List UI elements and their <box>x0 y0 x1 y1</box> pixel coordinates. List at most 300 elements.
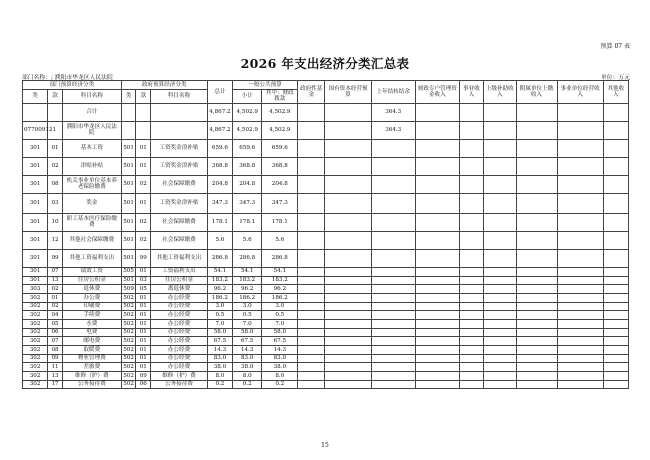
fiscal-cell: 4,502.9 <box>262 103 298 121</box>
gov-lei-cell <box>121 103 136 121</box>
affiliated-cell <box>516 380 557 389</box>
state-capital-cell <box>325 193 371 213</box>
dept-kuan-cell: 03 <box>48 193 63 213</box>
dept-lei-cell: 302 <box>23 293 48 302</box>
dept-kuan-cell: 05 <box>48 319 63 328</box>
dept-name-cell: 邮电费 <box>62 337 121 346</box>
gov-kuan-header: 款 <box>136 90 151 104</box>
dept-lei-cell: 301 <box>23 276 48 285</box>
gov-fund-cell <box>298 103 325 121</box>
subtotal-header: 小计 <box>233 90 262 104</box>
affiliated-cell <box>516 213 557 231</box>
gov-kuan-cell: 01 <box>136 337 151 346</box>
dept-kuan-cell <box>48 103 63 121</box>
business-income-cell <box>459 328 483 337</box>
business-income-cell <box>459 267 483 276</box>
dept-lei-cell: 301 <box>23 139 48 157</box>
operating-cell <box>557 311 603 320</box>
gov-kuan-cell: 03 <box>136 276 151 285</box>
fiscal-cell: 368.8 <box>262 157 298 175</box>
affiliated-cell <box>516 121 557 139</box>
dept-lei-cell: 301 <box>23 193 48 213</box>
table-row <box>23 276 629 285</box>
gov-lei-cell: 501 <box>121 213 136 231</box>
operating-cell <box>557 175 603 193</box>
special-income-cell <box>415 346 459 355</box>
state-capital-cell <box>325 267 371 276</box>
total-cell: 4,867.2 <box>207 103 232 121</box>
state-capital-cell <box>325 380 371 389</box>
dept-lei-cell: 302 <box>23 328 48 337</box>
upper-subsidy-cell <box>484 267 517 276</box>
gov-classification-header: 政府预算经济分类 <box>121 81 207 90</box>
state-capital-cell <box>325 121 371 139</box>
upper-subsidy-cell <box>484 175 517 193</box>
total-cell: 7.0 <box>207 319 232 328</box>
affiliated-cell <box>516 372 557 381</box>
gov-name-cell: 工资福利支出 <box>151 267 208 276</box>
fiscal-cell: 0.5 <box>262 311 298 320</box>
total-cell: 186.2 <box>207 293 232 302</box>
fiscal-cell: 204.8 <box>262 175 298 193</box>
affiliated-cell <box>516 311 557 320</box>
table-row <box>23 249 629 267</box>
state-capital-cell <box>325 213 371 231</box>
special-income-cell <box>415 276 459 285</box>
state-capital-cell <box>325 302 371 311</box>
gov-lei-cell: 501 <box>121 231 136 249</box>
gov-kuan-cell: 01 <box>136 302 151 311</box>
business-income-cell <box>459 276 483 285</box>
carryover-cell <box>371 346 415 355</box>
affiliated-header: 附属单位上缴收入 <box>516 81 557 104</box>
dept-kuan-cell: 99 <box>48 249 63 267</box>
gov-lei-cell: 502 <box>121 380 136 389</box>
subtotal-cell: 54.1 <box>233 267 262 276</box>
state-capital-header: 国有资本经营预算 <box>325 81 371 104</box>
other-income-cell <box>603 231 628 249</box>
dept-name-cell: 合计 <box>62 103 121 121</box>
subtotal-cell: 183.2 <box>233 276 262 285</box>
affiliated-cell <box>516 285 557 294</box>
gov-lei-cell: 502 <box>121 363 136 372</box>
other-income-cell <box>603 103 628 121</box>
operating-cell <box>557 231 603 249</box>
unit-label: 单位：万元 <box>601 75 630 81</box>
gov-name-cell: 工资奖金津补贴 <box>151 139 208 157</box>
subtotal-cell: 659.6 <box>233 139 262 157</box>
operating-cell <box>557 139 603 157</box>
table-row <box>23 328 629 337</box>
dept-name-cell: 奖金 <box>62 193 121 213</box>
operating-cell <box>557 213 603 231</box>
gov-name-cell: 办公经费 <box>151 328 208 337</box>
subtotal-cell: 0.5 <box>233 311 262 320</box>
upper-subsidy-cell <box>484 285 517 294</box>
subtotal-cell: 347.3 <box>233 193 262 213</box>
gov-lei-cell: 502 <box>121 311 136 320</box>
operating-cell <box>557 293 603 302</box>
gov-name-cell: 公务接待费 <box>151 380 208 389</box>
table-row <box>23 354 629 363</box>
dept-lei-cell: 302 <box>23 337 48 346</box>
fiscal-cell: 286.8 <box>262 249 298 267</box>
gov-lei-cell: 501 <box>121 276 136 285</box>
special-income-cell <box>415 363 459 372</box>
fiscal-cell: 5.6 <box>262 231 298 249</box>
carryover-cell <box>371 380 415 389</box>
gov-name-cell: 办公经费 <box>151 354 208 363</box>
upper-subsidy-cell <box>484 319 517 328</box>
dept-lei-cell <box>23 103 48 121</box>
dept-lei-cell: 302 <box>23 380 48 389</box>
gov-fund-cell <box>298 372 325 381</box>
fiscal-cell: 67.5 <box>262 337 298 346</box>
other-income-cell <box>603 267 628 276</box>
state-capital-cell <box>325 337 371 346</box>
operating-cell <box>557 249 603 267</box>
total-cell: 38.0 <box>207 363 232 372</box>
business-income-cell <box>459 213 483 231</box>
gov-fund-cell <box>298 285 325 294</box>
dept-name-cell: 取暖费 <box>62 346 121 355</box>
upper-subsidy-cell <box>484 103 517 121</box>
carryover-cell <box>371 328 415 337</box>
gov-lei-cell: 501 <box>121 249 136 267</box>
total-cell: 14.3 <box>207 346 232 355</box>
gov-name-cell: 办公经费 <box>151 302 208 311</box>
business-income-cell <box>459 249 483 267</box>
fiscal-cell: 7.0 <box>262 319 298 328</box>
special-income-cell <box>415 311 459 320</box>
special-income-cell <box>415 213 459 231</box>
subtotal-cell: 178.1 <box>233 213 262 231</box>
business-income-cell <box>459 363 483 372</box>
operating-cell <box>557 363 603 372</box>
special-income-cell <box>415 328 459 337</box>
total-cell: 659.6 <box>207 139 232 157</box>
fiscal-cell: 178.1 <box>262 213 298 231</box>
subtotal-cell: 96.2 <box>233 285 262 294</box>
upper-subsidy-header: 上级补助收入 <box>484 81 517 104</box>
state-capital-cell <box>325 346 371 355</box>
gov-name-cell: 社会保障缴费 <box>151 231 208 249</box>
upper-subsidy-cell <box>484 139 517 157</box>
carryover-cell: 364.3 <box>371 121 415 139</box>
subtotal-cell: 286.8 <box>233 249 262 267</box>
upper-subsidy-cell <box>484 231 517 249</box>
other-income-cell <box>603 372 628 381</box>
other-income-header: 其他收入 <box>603 81 628 104</box>
dept-kuan-cell: 01 <box>48 139 63 157</box>
table-row <box>23 293 629 302</box>
gov-name-cell: 办公经费 <box>151 337 208 346</box>
state-capital-cell <box>325 276 371 285</box>
dept-name-cell: 机关事业单位基本养老保险缴费 <box>62 175 121 193</box>
upper-subsidy-cell <box>484 372 517 381</box>
special-income-cell <box>415 193 459 213</box>
other-income-cell <box>603 380 628 389</box>
gov-lei-cell: 501 <box>121 193 136 213</box>
dept-name-cell: 职工基本医疗保险缴费 <box>62 213 121 231</box>
gov-lei-cell: 501 <box>121 139 136 157</box>
dept-lei-cell: 301 <box>23 231 48 249</box>
fiscal-cell: 8.0 <box>262 372 298 381</box>
operating-cell <box>557 267 603 276</box>
other-income-cell <box>603 311 628 320</box>
operating-cell <box>557 337 603 346</box>
gov-lei-cell: 509 <box>121 285 136 294</box>
total-header: 总计 <box>207 81 232 104</box>
carryover-cell: 364.3 <box>371 103 415 121</box>
table-row <box>23 380 629 389</box>
other-income-cell <box>603 213 628 231</box>
upper-subsidy-cell <box>484 337 517 346</box>
gov-fund-header: 政府性基金 <box>298 81 325 104</box>
affiliated-cell <box>516 328 557 337</box>
gov-kuan-cell: 01 <box>136 139 151 157</box>
gov-lei-cell: 502 <box>121 337 136 346</box>
other-income-cell <box>603 293 628 302</box>
gov-name-cell: 工资奖金津补贴 <box>151 157 208 175</box>
gov-fund-cell <box>298 293 325 302</box>
special-income-cell <box>415 157 459 175</box>
gov-name-cell <box>151 103 208 121</box>
other-income-cell <box>603 249 628 267</box>
upper-subsidy-cell <box>484 193 517 213</box>
total-cell: 0.2 <box>207 380 232 389</box>
gov-fund-cell <box>298 302 325 311</box>
gov-name-cell: 办公经费 <box>151 319 208 328</box>
other-income-cell <box>603 276 628 285</box>
total-cell: 96.2 <box>207 285 232 294</box>
dept-lei-cell: 302 <box>23 346 48 355</box>
state-capital-cell <box>325 354 371 363</box>
dept-lei-cell: 302 <box>23 311 48 320</box>
special-income-header: 财政专户管理资金收入 <box>415 81 459 104</box>
gov-lei-header: 类 <box>121 90 136 104</box>
gov-kuan-cell: 99 <box>136 249 151 267</box>
dept-lei-cell: 302 <box>23 319 48 328</box>
gov-fund-cell <box>298 231 325 249</box>
gov-lei-cell: 502 <box>121 319 136 328</box>
total-cell: 8.0 <box>207 372 232 381</box>
carryover-cell <box>371 319 415 328</box>
gov-lei-cell: 502 <box>121 293 136 302</box>
fiscal-cell: 38.0 <box>262 363 298 372</box>
gov-kuan-cell: 01 <box>136 311 151 320</box>
gov-fund-cell <box>298 380 325 389</box>
other-income-cell <box>603 354 628 363</box>
carryover-cell <box>371 213 415 231</box>
dept-name-cell: 维修（护）费 <box>62 372 121 381</box>
gov-kuan-cell <box>136 103 151 121</box>
gov-kuan-cell: 02 <box>136 175 151 193</box>
gov-name-cell: 离退休费 <box>151 285 208 294</box>
dept-kuan-cell: 17 <box>48 380 63 389</box>
dept-kuan-cell: 08 <box>48 346 63 355</box>
table-row <box>23 285 629 294</box>
dept-kuan-cell: 02 <box>48 302 63 311</box>
expenditure-table <box>22 80 629 389</box>
dept-kuan-cell: 09 <box>48 354 63 363</box>
carryover-cell <box>371 363 415 372</box>
gov-fund-cell <box>298 354 325 363</box>
operating-header: 事业单位经营收入 <box>557 81 603 104</box>
gov-fund-cell <box>298 276 325 285</box>
affiliated-cell <box>516 103 557 121</box>
other-income-cell <box>603 346 628 355</box>
gov-name-cell: 社会保障缴费 <box>151 175 208 193</box>
dept-lei-cell: 301 <box>23 249 48 267</box>
carryover-cell <box>371 372 415 381</box>
gov-fund-cell <box>298 346 325 355</box>
operating-cell <box>557 319 603 328</box>
state-capital-cell <box>325 363 371 372</box>
operating-cell <box>557 276 603 285</box>
gov-kuan-cell: 09 <box>136 372 151 381</box>
subtotal-cell: 204.8 <box>233 175 262 193</box>
operating-cell <box>557 193 603 213</box>
business-income-cell <box>459 337 483 346</box>
gov-kuan-cell: 01 <box>136 267 151 276</box>
special-income-cell <box>415 337 459 346</box>
fiscal-cell: 54.1 <box>262 267 298 276</box>
total-cell: 347.3 <box>207 193 232 213</box>
state-capital-cell <box>325 139 371 157</box>
affiliated-cell <box>516 249 557 267</box>
dept-lei-cell: 077009121 <box>23 121 48 139</box>
total-cell: 204.8 <box>207 175 232 193</box>
gov-fund-cell <box>298 121 325 139</box>
gov-fund-cell <box>298 319 325 328</box>
carryover-cell <box>371 293 415 302</box>
dept-kuan-cell: 10 <box>48 213 63 231</box>
upper-subsidy-cell <box>484 157 517 175</box>
form-number: 预算 07 表 <box>600 43 630 50</box>
special-income-cell <box>415 175 459 193</box>
carryover-cell <box>371 354 415 363</box>
affiliated-cell <box>516 231 557 249</box>
dept-name-cell: 其他社会保障缴费 <box>62 231 121 249</box>
table-row <box>23 346 629 355</box>
gov-kuan-cell: 06 <box>136 380 151 389</box>
subtotal-cell: 4,502.9 <box>233 103 262 121</box>
other-income-cell <box>603 139 628 157</box>
gov-fund-cell <box>298 175 325 193</box>
operating-cell <box>557 354 603 363</box>
table-row <box>23 311 629 320</box>
table-row <box>23 363 629 372</box>
state-capital-cell <box>325 319 371 328</box>
state-capital-cell <box>325 311 371 320</box>
gov-kuan-cell: 01 <box>136 354 151 363</box>
state-capital-cell <box>325 103 371 121</box>
table-row <box>23 231 629 249</box>
dept-kuan-cell: 04 <box>48 311 63 320</box>
business-income-cell <box>459 380 483 389</box>
table-body <box>23 103 629 389</box>
affiliated-cell <box>516 363 557 372</box>
gov-name-cell: 维修（护）费 <box>151 372 208 381</box>
dept-lei-cell: 301 <box>23 175 48 193</box>
fiscal-cell: 186.2 <box>262 293 298 302</box>
business-income-cell <box>459 157 483 175</box>
business-income-cell <box>459 193 483 213</box>
special-income-cell <box>415 285 459 294</box>
total-cell: 368.8 <box>207 157 232 175</box>
fiscal-cell: 347.3 <box>262 193 298 213</box>
dept-name-cell: 手续费 <box>62 311 121 320</box>
affiliated-cell <box>516 267 557 276</box>
dept-name-cell: 濮阳市华龙区人民法院 <box>62 121 121 139</box>
page-number: 15 <box>321 442 329 449</box>
operating-cell <box>557 103 603 121</box>
business-income-cell <box>459 302 483 311</box>
gov-lei-cell: 502 <box>121 328 136 337</box>
gov-kuan-cell: 01 <box>136 328 151 337</box>
gov-lei-cell: 501 <box>121 157 136 175</box>
other-income-cell <box>603 157 628 175</box>
gov-lei-cell: 502 <box>121 372 136 381</box>
gov-lei-cell: 502 <box>121 354 136 363</box>
total-cell: 67.5 <box>207 337 232 346</box>
dept-name-cell: 绩效工资 <box>62 267 121 276</box>
business-income-cell <box>459 346 483 355</box>
upper-subsidy-cell <box>484 380 517 389</box>
public-budget-header: 一般公共预算 <box>233 81 298 90</box>
business-income-cell <box>459 103 483 121</box>
dept-kuan-cell: 11 <box>48 363 63 372</box>
total-cell: 5.6 <box>207 231 232 249</box>
affiliated-cell <box>516 354 557 363</box>
special-income-cell <box>415 249 459 267</box>
state-capital-cell <box>325 285 371 294</box>
business-income-cell <box>459 285 483 294</box>
upper-subsidy-cell <box>484 328 517 337</box>
upper-subsidy-cell <box>484 276 517 285</box>
subtotal-cell: 3.0 <box>233 302 262 311</box>
subtotal-cell: 0.2 <box>233 380 262 389</box>
operating-cell <box>557 372 603 381</box>
dept-kuan-cell: 13 <box>48 276 63 285</box>
gov-kuan-cell: 01 <box>136 157 151 175</box>
special-income-cell <box>415 319 459 328</box>
carryover-cell <box>371 302 415 311</box>
gov-fund-cell <box>298 328 325 337</box>
gov-lei-cell: 502 <box>121 346 136 355</box>
business-income-cell <box>459 354 483 363</box>
dept-kuan-cell: 07 <box>48 267 63 276</box>
upper-subsidy-cell <box>484 121 517 139</box>
table-row <box>23 193 629 213</box>
gov-name-cell <box>151 121 208 139</box>
business-income-cell <box>459 231 483 249</box>
gov-lei-cell: 505 <box>121 267 136 276</box>
gov-name-cell: 社会保障缴费 <box>151 213 208 231</box>
affiliated-cell <box>516 157 557 175</box>
other-income-cell <box>603 193 628 213</box>
other-income-cell <box>603 175 628 193</box>
affiliated-cell <box>516 302 557 311</box>
special-income-cell <box>415 372 459 381</box>
gov-fund-cell <box>298 213 325 231</box>
gov-fund-cell <box>298 157 325 175</box>
gov-fund-cell <box>298 363 325 372</box>
gov-fund-cell <box>298 311 325 320</box>
gov-name-cell: 办公经费 <box>151 363 208 372</box>
gov-name-cell: 办公经费 <box>151 311 208 320</box>
